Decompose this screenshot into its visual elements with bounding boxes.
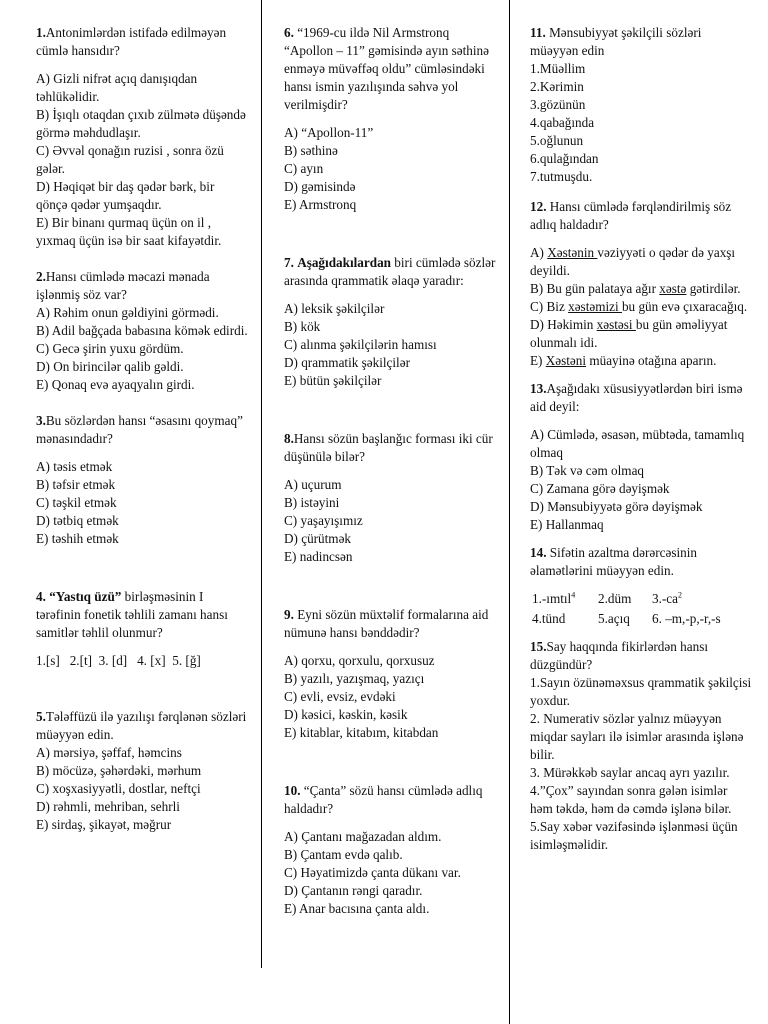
option-e: E) Qonaq evə ayaqyalın girdi. (36, 377, 195, 392)
question-5 (36, 708, 248, 834)
question-text: Sifətin azaltma dərərcəsinin əlamətlərini müəyyən edin. (530, 545, 697, 578)
highlighted-word: xəstə (659, 281, 687, 296)
question-8 (284, 430, 496, 566)
option-d (530, 316, 752, 352)
question-number: 5. (36, 709, 46, 724)
question-number: 10. (284, 783, 301, 798)
option-text: E) (530, 353, 546, 368)
option-text: D) Həkimin (530, 317, 597, 332)
cell-text: 1.-ımtıl (532, 591, 572, 606)
question-number: 4. (36, 589, 46, 604)
option-b: B) səthinə (284, 143, 338, 158)
question-number: 12. (530, 199, 547, 214)
option-c: C) Zamana görə dəyişmək (530, 481, 670, 496)
question-4-stem (36, 588, 248, 642)
option-e: E) bütün şəkilçilər (284, 373, 382, 388)
option-text: bu gün evə çıxaracağıq. (621, 299, 748, 314)
option-text: A) (530, 245, 548, 260)
question-9-stem (284, 606, 496, 642)
question-text: Bu sözlərdən hansı “əsasını qoymaq” mənasındadır? (36, 413, 243, 446)
question-number: 1. (36, 25, 46, 40)
option-e: E) təshih etmək (36, 531, 119, 546)
grid-cell (598, 610, 652, 628)
option-c: C) yaşayışımız (284, 513, 363, 528)
list-item: 5.oğlunun (530, 133, 584, 148)
question-number: 6. (284, 25, 294, 40)
column-divider-right (509, 0, 510, 1024)
cell-text: 5.açıq (598, 611, 630, 626)
question-11-stem (530, 24, 752, 60)
cell-text: 3.-ca (652, 591, 678, 606)
highlighted-word: Xəstənin (547, 245, 598, 260)
grid-cell (652, 590, 732, 608)
column-divider-left (261, 0, 262, 968)
question-keyword: “Yastıq üzü” (49, 589, 122, 604)
option-d: D) tətbiq etmək (36, 513, 119, 528)
option-a: A) mərsiyə, şəffaf, həmcins (36, 745, 182, 760)
question-text: Tələffüzü ilə yazılışı fərqlənən sözləri müəyyən edin. (36, 709, 247, 742)
option-e: E) sirdaş, şikayət, məğrur (36, 817, 172, 832)
option-c: C) Gecə şirin yuxu gördüm. (36, 341, 184, 356)
question-text: Mənsubiyyət şəkilçili sözləri müəyyən edin (530, 25, 702, 58)
cell-text: 6. –m,-p,-r,-s (652, 611, 721, 626)
option-d: D) gəmisində (284, 179, 356, 194)
option-e: E) kitablar, kitabım, kitabdan (284, 725, 439, 740)
question-text: Antonimlərdən istifadə edilməyən cümlə hansıdır? (36, 25, 227, 58)
option-c (530, 298, 752, 316)
list-item: 3.gözünün (530, 97, 586, 112)
option-d: D) çürütmək (284, 531, 352, 546)
question-number: 3. (36, 413, 46, 428)
option-e: E) Bir binanı qurmaq üçün on il , yıxmaq üçün isə bir saat kifayətdir. (36, 215, 222, 248)
question-6-stem (284, 24, 496, 114)
option-d: D) Çantanın rəngi qaradır. (284, 883, 423, 898)
option-a: A) “Apollon-11” (284, 125, 374, 140)
option-b: B) yazılı, yazışmaq, yazıçı (284, 671, 425, 686)
option-a: A) uçurum (284, 477, 342, 492)
question-9 (284, 606, 496, 742)
option-c: C) ayın (284, 161, 324, 176)
option-d: D) Mənsubiyyətə görə dəyişmək (530, 499, 703, 514)
option-text: müayinə otağına aparın. (586, 353, 717, 368)
option-e (530, 352, 752, 370)
highlighted-word: Xəstəni (545, 353, 587, 368)
grid-cell (532, 610, 598, 628)
list-item: 4.”Çox” sayından sonra gələn isimlər həm təkdə, həm də cəmdə işlənə bilər. (530, 783, 732, 816)
option-e: E) Anar bacısına çanta aldı. (284, 901, 430, 916)
column-1 (36, 24, 248, 834)
question-text: birləşməsinin I tərəfinin fonetik təhlili zamanı hansı samitlər təhlil olunmur? (36, 589, 228, 640)
list-item: 1.Müəllim (530, 61, 586, 76)
option-b: B) kök (284, 319, 321, 334)
question-text: Hansı cümlədə məcazi mənada işlənmiş söz var? (36, 269, 210, 302)
option-text: B) Bu gün palataya ağır (530, 281, 660, 296)
question-8-stem (284, 430, 496, 466)
question-number: 14. (530, 545, 547, 560)
question-text: Eyni sözün müxtəlif formalarına aid nümunə hansı bənddədir? (284, 607, 489, 640)
question-text: biri cümlədə sözlər arasında qrammatik əlaqə yaradır: (284, 255, 496, 288)
list-item: 6.qulağından (530, 151, 599, 166)
list-item: 2.Kərimin (530, 79, 584, 94)
question-4 (36, 588, 248, 670)
question-14 (530, 544, 752, 628)
question-number: 8. (284, 431, 294, 446)
option-a: A) leksik şəkilçilər (284, 301, 385, 316)
option-a: A) Rəhim onun gəldiyini görmədi. (36, 305, 219, 320)
option-a: A) qorxu, qorxulu, qorxusuz (284, 653, 435, 668)
column-3 (530, 24, 752, 854)
list-item: 7.tutmuşdu. (530, 169, 593, 184)
option-a: A) Çantanı mağazadan aldım. (284, 829, 442, 844)
question-keyword: Aşağıdakılardan (297, 255, 391, 270)
question-text: Hansı cümlədə fərqləndirilmiş söz adlıq haldadır? (530, 199, 732, 232)
cell-text: 4.tünd (532, 611, 566, 626)
grid-cell (652, 610, 732, 628)
highlighted-word: xəstəsi (596, 317, 636, 332)
question-11 (530, 24, 752, 186)
question-text: “1969-cu ildə Nil Armstronq “Apollon – 11” gəmisində ayın səthinə enməyə müvəffəq oldu” cümləsindəki hansı ismin yazılışında səhvə yol verilmişdir? (284, 25, 489, 112)
question-15-stem (530, 638, 752, 674)
question-text: Aşağıdakı xüsusiyyətlərdən biri ismə aid deyil: (530, 381, 743, 414)
option-c: C) təşkil etmək (36, 495, 117, 510)
question-text: Hansı sözün başlanğıc forması iki cür düşünülə bilər? (284, 431, 493, 464)
cell-text: 2.düm (598, 591, 632, 606)
question-13-stem (530, 380, 752, 416)
question-2 (36, 268, 248, 394)
question-1 (36, 24, 248, 250)
question-text: Say haqqında fikirlərdən hansı düzgündür? (530, 639, 708, 672)
list-item: 5.Say xəbər vəzifəsində işlənməsi üçün isimləşməlidir. (530, 819, 738, 852)
question-number: 13. (530, 381, 547, 396)
question-6 (284, 24, 496, 214)
question-3 (36, 412, 248, 548)
option-b: B) İşıqlı otaqdan çıxıb zülmətə düşəndə görmə məhdudlaşır. (36, 107, 246, 140)
question-7 (284, 254, 496, 390)
option-d: D) rəhmli, mehriban, sehrli (36, 799, 180, 814)
option-c: C) Əvvəl qonağın ruzisi , sonra özü gələr. (36, 143, 224, 176)
option-b: B) təfsir etmək (36, 477, 116, 492)
option-text: gətirdilər. (686, 281, 741, 296)
suffix-options-grid (532, 590, 752, 628)
option-text: bu gün əməliyyat olunmalı idi. (530, 317, 728, 350)
question-5-stem (36, 708, 248, 744)
option-c: C) Həyatimizdə çanta dükanı var. (284, 865, 461, 880)
option-a: A) Cümlədə, əsasən, mübtəda, tamamlıq olmaq (530, 427, 745, 460)
question-number: 7. (284, 255, 294, 270)
list-item: 2. Numerativ sözlər yalnız müəyyən miqdar sayları ilə isimlər arasında işlənə bilir. (530, 711, 744, 762)
question-13 (530, 380, 752, 534)
highlighted-word: xəstəmizi (568, 299, 622, 314)
question-2-stem (36, 268, 248, 304)
option-a: A) təsis etmək (36, 459, 113, 474)
question-10-stem (284, 782, 496, 818)
question-text: “Çanta” sözü hansı cümlədə adlıq haldadır? (284, 783, 483, 816)
option-a: A) Gizli nifrət açıq danışıqdan təhlükəlidir. (36, 71, 198, 104)
option-c: C) evli, evsiz, evdəki (284, 689, 396, 704)
option-c: C) xoşxasiyyətli, dostlar, neftçi (36, 781, 201, 796)
cell-superscript: 4 (571, 590, 576, 600)
option-c: C) alınma şəkilçilərin hamısı (284, 337, 437, 352)
grid-cell (598, 590, 652, 608)
question-number: 2. (36, 269, 46, 284)
option-d: D) Həqiqət bir daş qədər bərk, bir qönçə qədər yumşaqdır. (36, 179, 215, 212)
question-10 (284, 782, 496, 918)
question-number: 11. (530, 25, 546, 40)
question-14-stem (530, 544, 752, 580)
option-b: B) Tək və cəm olmaq (530, 463, 645, 478)
question-7-stem (284, 254, 496, 290)
question-1-stem (36, 24, 248, 60)
question-number: 9. (284, 607, 294, 622)
option-b: B) istəyini (284, 495, 340, 510)
option-e: E) Hallanmaq (530, 517, 604, 532)
option-b: B) Çantam evdə qalıb. (284, 847, 403, 862)
option-text: vəziyyəti o qədər də yaxşı deyildi. (530, 245, 736, 278)
cell-superscript: 2 (678, 590, 682, 600)
question-12-stem (530, 198, 752, 234)
list-item: 4.qabağında (530, 115, 595, 130)
option-d: D) On birincilər qalib gəldi. (36, 359, 184, 374)
list-item: 3. Mürəkkəb saylar ancaq ayrı yazılır. (530, 765, 730, 780)
option-d: D) qrammatik şəkilçilər (284, 355, 410, 370)
option-text: C) Biz (530, 299, 569, 314)
question-12 (530, 198, 752, 370)
options-inline: 1.[s] 2.[t] 3. [d] 4. [x] 5. [ğ] (36, 653, 201, 668)
option-e: E) nadincsən (284, 549, 353, 564)
option-a (530, 244, 752, 280)
list-item: 1.Sayın özünəməxsus qrammatik şəkilçisi yoxdur. (530, 675, 752, 708)
column-2 (284, 24, 496, 918)
question-3-stem (36, 412, 248, 448)
grid-cell (532, 590, 598, 608)
question-15 (530, 638, 752, 854)
option-b (530, 280, 752, 298)
question-number: 15. (530, 639, 547, 654)
option-b: B) möcüzə, şəhərdəki, mərhum (36, 763, 202, 778)
option-b: B) Adil bağçada babasına kömək edirdi. (36, 323, 248, 338)
option-d: D) kəsici, kəskin, kəsik (284, 707, 408, 722)
option-e: E) Armstronq (284, 197, 357, 212)
